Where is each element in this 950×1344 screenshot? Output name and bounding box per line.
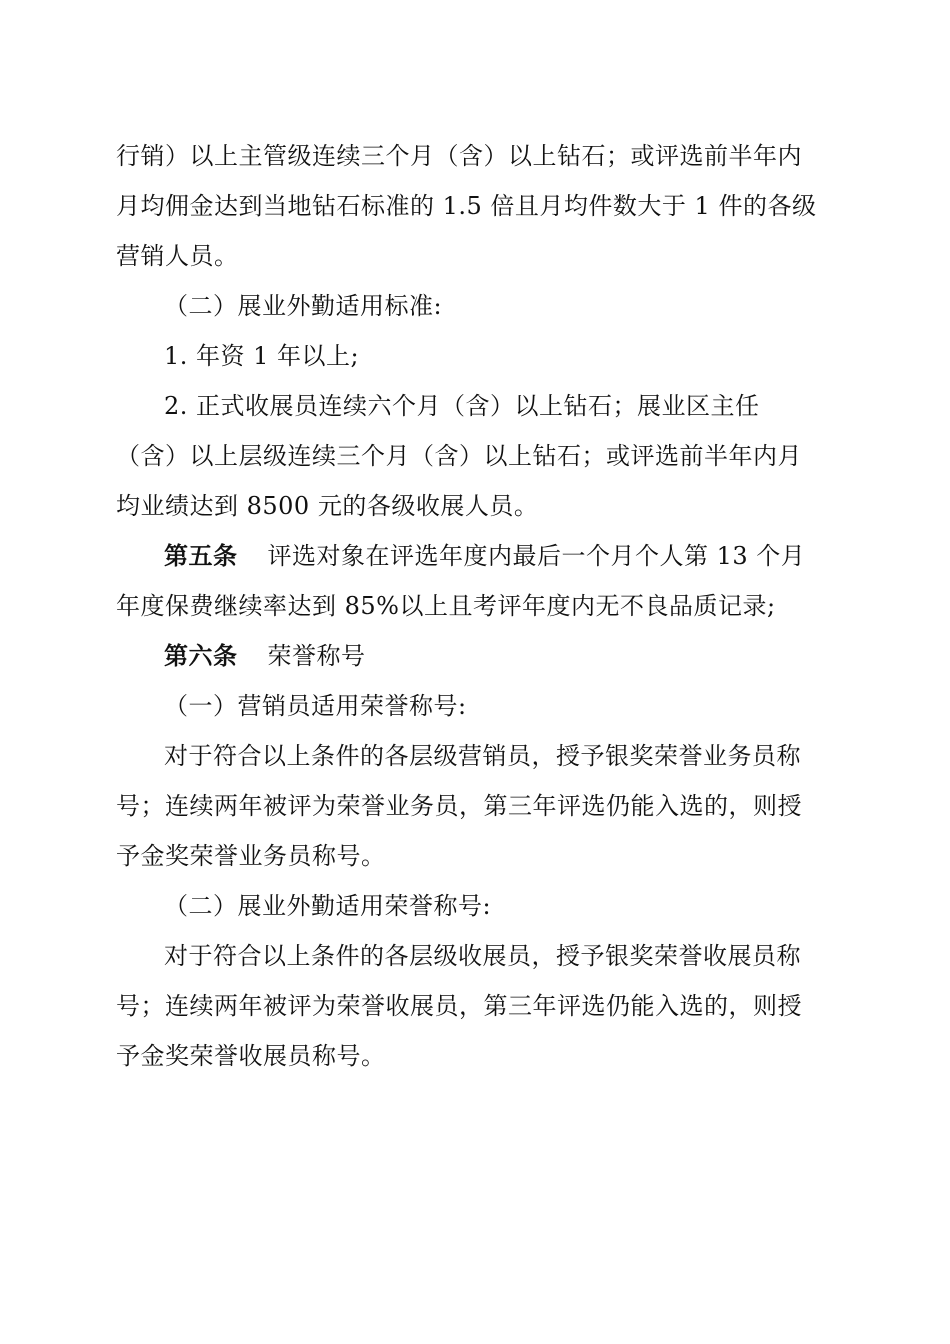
article-heading: 第六条 <box>164 641 238 670</box>
paragraph-line: 予金奖荣誉业务员称号。 <box>116 842 386 870</box>
section-heading: （一）营销员适用荣誉称号: <box>164 692 467 720</box>
paragraph-line: 行销）以上主管级连续三个月（含）以上钻石；或评选前半年内 <box>116 142 802 170</box>
paragraph-line: 月均佣金达到当地钻石标准的 1.5 倍且月均件数大于 1 件的各级 <box>116 192 817 220</box>
paragraph-line: 号；连续两年被评为荣誉收展员，第三年评选仍能入选的，则授 <box>116 992 802 1020</box>
paragraph-line: 对于符合以上条件的各层级营销员，授予银奖荣誉业务员称 <box>164 742 801 770</box>
article-paragraph <box>164 538 805 574</box>
article-text: 评选对象在评选年度内最后一个月个人第 13 个月 <box>267 542 806 570</box>
paragraph-line: 营销人员。 <box>116 242 239 270</box>
section-heading: （二）展业外勤适用标准: <box>164 292 443 320</box>
list-item: 1. 年资 1 年以上; <box>164 342 360 370</box>
paragraph-line: 对于符合以上条件的各层级收展员，授予银奖荣誉收展员称 <box>164 942 801 970</box>
list-item: 2. 正式收展员连续六个月（含）以上钻石；展业区主任 <box>164 392 760 420</box>
paragraph-line: 年度保费继续率达到 85%以上且考评年度内无不良品质记录; <box>116 592 776 620</box>
paragraph-line: 均业绩达到 8500 元的各级收展人员。 <box>116 492 539 520</box>
paragraph-line: 号；连续两年被评为荣誉业务员，第三年评选仍能入选的，则授 <box>116 792 802 820</box>
article-text: 荣誉称号 <box>267 642 366 670</box>
section-heading: （二）展业外勤适用荣誉称号: <box>164 892 492 920</box>
article-paragraph <box>164 638 366 674</box>
paragraph-line: 予金奖荣誉收展员称号。 <box>116 1042 386 1070</box>
article-heading: 第五条 <box>164 541 238 570</box>
paragraph-line: （含）以上层级连续三个月（含）以上钻石；或评选前半年内月 <box>116 442 802 470</box>
